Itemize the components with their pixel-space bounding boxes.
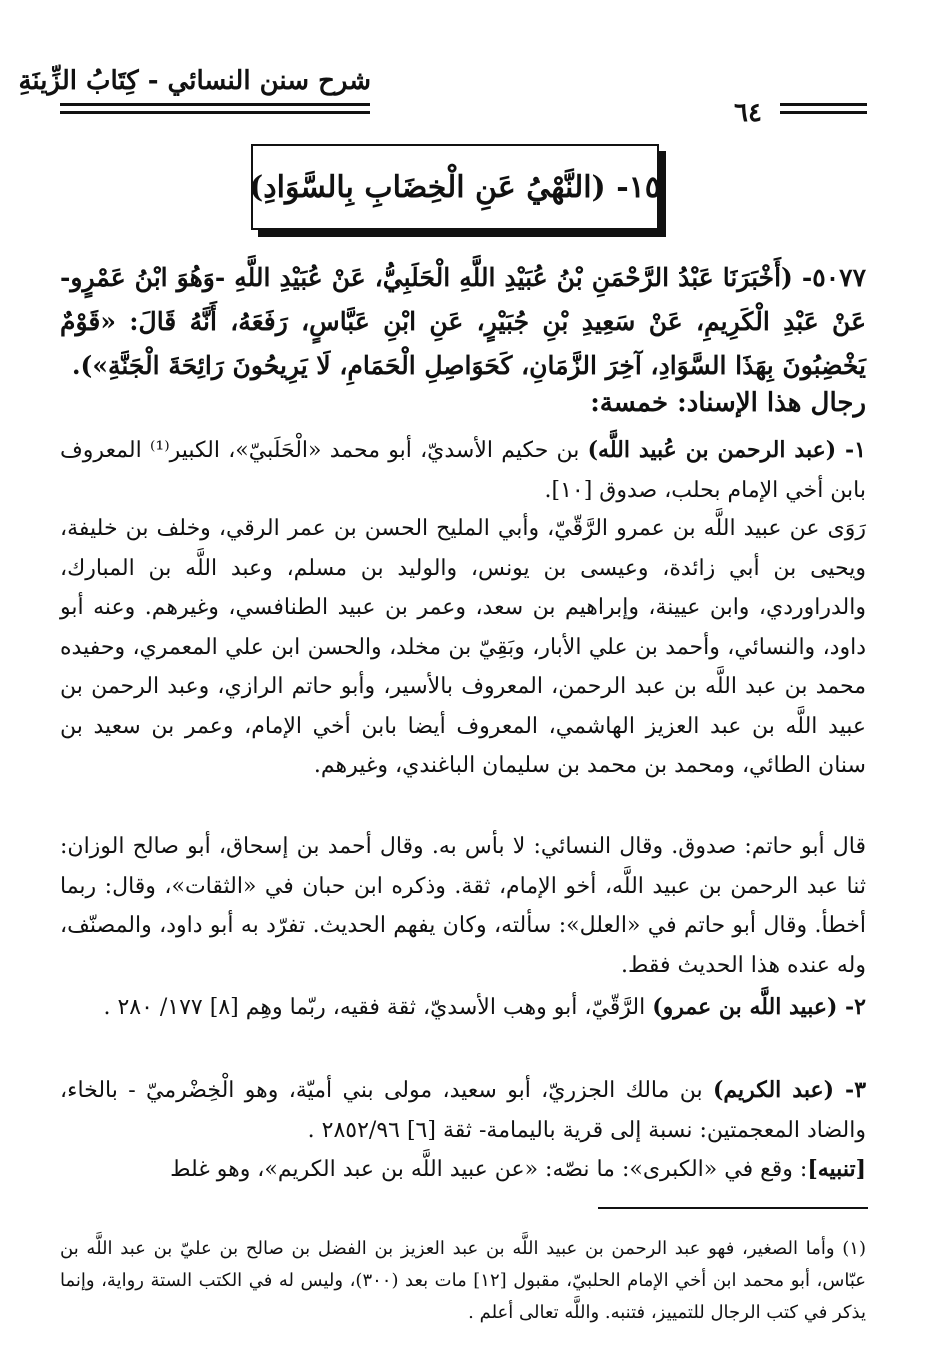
- narrator-2-description: الرَّقّيّ، أبو وهب الأسديّ، ثقة فقيه، ربّما وهِم [٨] ١٧٧/ ٢٨٠ .: [103, 995, 653, 1020]
- running-header-title: شرح سنن النسائي - كِتَابُ الزِّينَةِ: [18, 66, 371, 96]
- tanbih-paragraph: [60, 1150, 866, 1190]
- narrator-3-name: ٣- (عبد الكريم): [712, 1077, 867, 1103]
- narrator-1-critique: قال أبو حاتم: صدوق. وقال النسائي: لا بأس به. وقال أحمد بن إسحاق، أبو صالح الوزان: ثنا عبد الرحمن بن عبيد اللَّه، أخو الإمام، ثقة. وذكره ابن حبان في «الثقات»، وقال: ربما أخطأ. وقال أبو حاتم في «العلل»: سألته، وكان يفهم الحديث. تفرّد به أبو داود، والمصنّف، وله عنده هذا الحديث فقط.: [60, 834, 866, 978]
- chapter-title: ١٥- (النَّهْيُ عَنِ الْخِضَابِ بِالسَّوَادِ): [249, 169, 661, 205]
- page-number: ٦٤: [734, 98, 762, 128]
- narrator-1-riwaya: رَوَى عن عبيد اللَّه بن عمرو الرَّقّيّ، وأبي المليح الحسن بن عمر الرقي، وخلف بن خليفة، ويحيى بن أبي زائدة، وعيسى بن يونس، والوليد بن مسلم، وعبد اللَّه بن المبارك، والدراوردي، وابن عيينة، وإبراهيم بن سعد، وعمر بن عبيد الطنافسي، وغيرهم. وعنه أبو داود، والنسائي، وأحمد بن علي الأبار، وبَقِيّ بن مخلد، والحسن ابن علي المعمري، وحفيده محمد بن عبد اللَّه بن عبد الرحمن، المعروف بالأسير، وأبو حاتم الرازي، وعبد الرحمن بن عبيد اللَّه بن عبد العزيز الهاشمي، المعروف أيضا بابن أخي الإمام، وعمر بن سعيد بن سنان الطائي، ومحمد بن محمد بن سليمان الباغندي، وغيرهم.: [60, 516, 866, 778]
- page-number-rule-top: [780, 103, 867, 106]
- tanbih-label: [تنبيه]: [807, 1156, 866, 1182]
- tanbih-text: : وقع في «الكبرى»: ما نصّه: «عن عبيد اللَّه بن عبد الكريم»، وهو غلط: [170, 1157, 808, 1182]
- header-rule-top: [60, 103, 370, 106]
- narrator-2-paragraph: [60, 988, 866, 1028]
- hadith-text: ٥٠٧٧- (أَخْبَرَنَا عَبْدُ الرَّحْمَنِ بْنُ عُبَيْدِ اللَّهِ الْحَلَبِيُّ، عَنْ عُبَيْدِ اللَّهِ -وَهُوَ ابْنُ عَمْرٍو- عَنْ عَبْدِ الْكَرِيمِ، عَنْ سَعِيدِ بْنِ جُبَيْرٍ، عَنِ ابْنِ عَبَّاسٍ، رَفَعَهُ، أَنَّهُ قَالَ: «قَوْمٌ يَخْضِبُونَ بِهَذَا السَّوَادِ، آخِرَ الزَّمَانِ، كَحَوَاصِلِ الْحَمَامِ، لَا يَرِيحُونَ رَائِحَةَ الْجَنَّةِ»).: [60, 263, 866, 380]
- narrator-3-paragraph: [60, 1071, 866, 1150]
- page-number-rule-bottom: [780, 111, 867, 114]
- isnad-heading: رجال هذا الإسناد: خمسة:: [590, 388, 866, 418]
- footnote-text: (١) وأما الصغير، فهو عبد الرحمن بن عبيد اللَّه بن عبد العزيز بن الفضل بن صالح بن عليّ بن عبد اللَّه بن عبّاس، أبو محمد ابن أخي الإمام الحلبيّ، مقبول [١٢] مات بعد (٣٠٠)، وليس له في الكتب الستة رواية، وإنما يذكر في كتب الرجال للتمييز، فتنبه. واللَّه تعالى أعلم .: [60, 1238, 866, 1323]
- narrator-2-name: ٢- (عبيد اللَّه بن عمرو): [652, 994, 866, 1020]
- chapter-title-box: [251, 144, 659, 230]
- narrator-1-paragraph: [60, 431, 866, 510]
- narrator-3-description: بن مالك الجزريّ، أبو سعيد، مولى بني أميّة، وهو الْخِضْرميّ - بالخاء، والضاد المعجمتين: نسبة إلى قرية باليمامة- ثقة [٦] ٢٨٥٢/٩٦ .: [60, 1078, 866, 1143]
- footnote-separator: [598, 1207, 868, 1209]
- narrator-1-name: ١- (عبد الرحمن بن عُبيد اللَّه): [587, 437, 866, 463]
- narrator-1-description: بن حكيم الأسديّ، أبو محمد «الْحَلَبيّ»، الكبير⁽¹⁾ المعروف بابن أخي الإمام بحلب، صدوق [١٠].: [60, 438, 866, 503]
- header-rule-bottom: [60, 111, 370, 114]
